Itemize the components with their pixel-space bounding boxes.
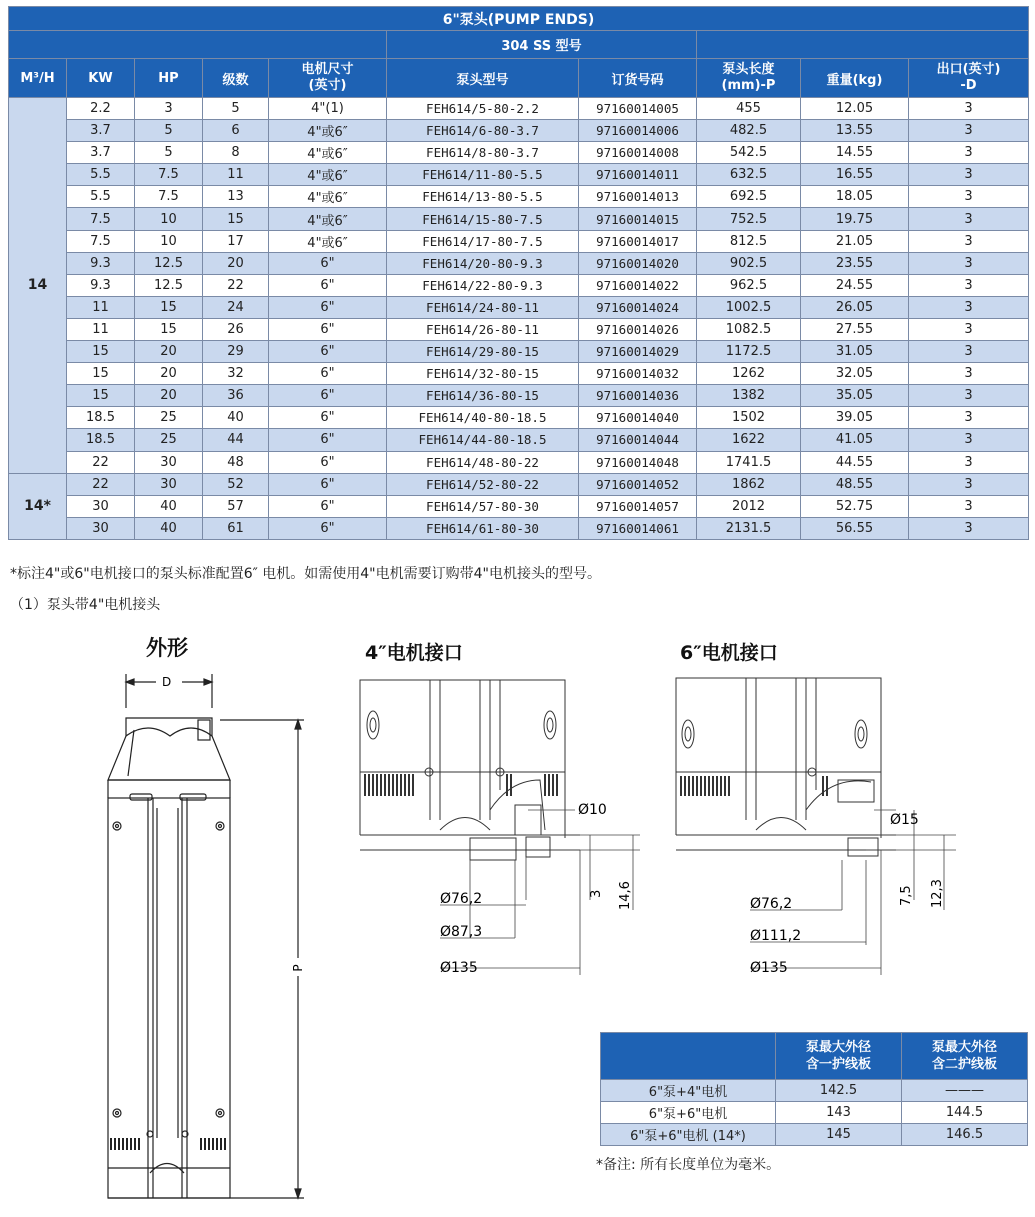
cell-kw: 22 bbox=[67, 473, 135, 495]
cell-motor-size: 4"(1) bbox=[269, 98, 387, 120]
cell-motor-size: 6" bbox=[269, 363, 387, 385]
table-body bbox=[9, 98, 1029, 540]
cell-kw: 9.3 bbox=[67, 252, 135, 274]
dia-table-row bbox=[601, 1102, 1028, 1124]
motor6-drawing bbox=[666, 670, 966, 990]
cell-hp: 15 bbox=[135, 296, 203, 318]
col-order: 订货号码 bbox=[579, 59, 697, 98]
motor4-h2: 14,6 bbox=[618, 881, 633, 910]
cell-order-number: 97160014048 bbox=[579, 451, 697, 473]
dim-d-label: D bbox=[162, 675, 172, 689]
motor6-hole: Ø15 bbox=[890, 812, 919, 828]
cell-outlet: 3 bbox=[909, 451, 1029, 473]
dia-config-cell: 6"泵+6"电机 (14*) bbox=[601, 1124, 776, 1146]
motor4-d1: Ø76,2 bbox=[440, 891, 483, 907]
col-length-l1: 泵头长度 bbox=[722, 62, 775, 77]
cell-weight: 24.55 bbox=[801, 274, 909, 296]
cell-kw: 18.5 bbox=[67, 407, 135, 429]
col-outlet-l1: 出口(英寸) bbox=[936, 62, 1001, 77]
col-length bbox=[697, 59, 801, 98]
cell-hp: 25 bbox=[135, 429, 203, 451]
cell-hp: 12.5 bbox=[135, 252, 203, 274]
cell-weight: 27.55 bbox=[801, 318, 909, 340]
cell-weight: 12.05 bbox=[801, 98, 909, 120]
dia-value-cell: 142.5 bbox=[776, 1080, 902, 1102]
dia-col-two-guards-l2: 含二护线板 bbox=[931, 1057, 997, 1072]
cell-kw: 7.5 bbox=[67, 208, 135, 230]
cell-order-number: 97160014015 bbox=[579, 208, 697, 230]
cell-model: FEH614/57-80-30 bbox=[387, 495, 579, 517]
cell-length: 632.5 bbox=[697, 164, 801, 186]
cell-length: 482.5 bbox=[697, 120, 801, 142]
dia-table-row bbox=[601, 1080, 1028, 1102]
note-motor-config: *标注4"或6"电机接口的泵头标准配置6″ 电机。如需使用4"电机需要订购带4"电机接头的型号。 bbox=[10, 566, 601, 582]
cell-order-number: 97160014013 bbox=[579, 186, 697, 208]
cell-motor-size: 6" bbox=[269, 429, 387, 451]
dia-value-cell: ——— bbox=[902, 1080, 1028, 1102]
cell-model: FEH614/44-80-18.5 bbox=[387, 429, 579, 451]
table-row bbox=[9, 164, 1029, 186]
cell-model: FEH614/13-80-5.5 bbox=[387, 186, 579, 208]
cell-stages: 15 bbox=[203, 208, 269, 230]
cell-model: FEH614/6-80-3.7 bbox=[387, 120, 579, 142]
cell-hp: 30 bbox=[135, 451, 203, 473]
cell-length: 1172.5 bbox=[697, 341, 801, 363]
table-row bbox=[9, 120, 1029, 142]
table-row bbox=[9, 318, 1029, 340]
cell-kw: 30 bbox=[67, 517, 135, 539]
cell-kw: 11 bbox=[67, 296, 135, 318]
table-row bbox=[9, 230, 1029, 252]
cell-outlet: 3 bbox=[909, 274, 1029, 296]
col-kw: KW bbox=[67, 59, 135, 98]
cell-model: FEH614/52-80-22 bbox=[387, 473, 579, 495]
table-row bbox=[9, 363, 1029, 385]
cell-model: FEH614/20-80-9.3 bbox=[387, 252, 579, 274]
cell-hp: 40 bbox=[135, 517, 203, 539]
cell-length: 692.5 bbox=[697, 186, 801, 208]
motor4-drawing bbox=[350, 670, 670, 990]
cell-motor-size: 6" bbox=[269, 385, 387, 407]
cell-outlet: 3 bbox=[909, 429, 1029, 451]
cell-order-number: 97160014032 bbox=[579, 363, 697, 385]
cell-order-number: 97160014006 bbox=[579, 120, 697, 142]
table-subtitle: 304 SS 型号 bbox=[387, 31, 697, 59]
cell-stages: 44 bbox=[203, 429, 269, 451]
cell-stages: 48 bbox=[203, 451, 269, 473]
dia-value-cell: 146.5 bbox=[902, 1124, 1028, 1146]
table-title: 6"泵头(PUMP ENDS) bbox=[9, 7, 1029, 31]
cell-motor-size: 6" bbox=[269, 451, 387, 473]
cell-outlet: 3 bbox=[909, 296, 1029, 318]
cell-motor-size: 4"或6″ bbox=[269, 230, 387, 252]
cell-outlet: 3 bbox=[909, 142, 1029, 164]
cell-length: 1082.5 bbox=[697, 318, 801, 340]
cell-length: 542.5 bbox=[697, 142, 801, 164]
cell-kw: 22 bbox=[67, 451, 135, 473]
cell-kw: 3.7 bbox=[67, 142, 135, 164]
cell-hp: 7.5 bbox=[135, 186, 203, 208]
table-row bbox=[9, 252, 1029, 274]
cell-hp: 25 bbox=[135, 407, 203, 429]
cell-order-number: 97160014040 bbox=[579, 407, 697, 429]
cell-weight: 39.05 bbox=[801, 407, 909, 429]
cell-hp: 12.5 bbox=[135, 274, 203, 296]
table-row bbox=[9, 296, 1029, 318]
cell-motor-size: 4"或6″ bbox=[269, 120, 387, 142]
cell-hp: 5 bbox=[135, 120, 203, 142]
motor6-d2: Ø111,2 bbox=[750, 928, 802, 944]
table-row bbox=[9, 98, 1029, 120]
cell-length: 455 bbox=[697, 98, 801, 120]
cell-outlet: 3 bbox=[909, 363, 1029, 385]
cell-length: 752.5 bbox=[697, 208, 801, 230]
cell-model: FEH614/26-80-11 bbox=[387, 318, 579, 340]
cell-length: 1382 bbox=[697, 385, 801, 407]
cell-motor-size: 6" bbox=[269, 274, 387, 296]
cell-length: 1262 bbox=[697, 363, 801, 385]
cell-outlet: 3 bbox=[909, 473, 1029, 495]
cell-model: FEH614/17-80-7.5 bbox=[387, 230, 579, 252]
outline-title: 外形 bbox=[146, 636, 188, 660]
table-row bbox=[9, 186, 1029, 208]
cell-order-number: 97160014026 bbox=[579, 318, 697, 340]
cell-weight: 19.75 bbox=[801, 208, 909, 230]
cell-order-number: 97160014061 bbox=[579, 517, 697, 539]
cell-weight: 18.05 bbox=[801, 186, 909, 208]
cell-hp: 7.5 bbox=[135, 164, 203, 186]
col-stages: 级数 bbox=[203, 59, 269, 98]
cell-model: FEH614/22-80-9.3 bbox=[387, 274, 579, 296]
cell-length: 1862 bbox=[697, 473, 801, 495]
cell-outlet: 3 bbox=[909, 341, 1029, 363]
col-motor-size-l1: 电机尺寸 bbox=[301, 62, 354, 77]
motor4-d3: Ø135 bbox=[440, 960, 478, 976]
cell-motor-size: 4"或6″ bbox=[269, 164, 387, 186]
col-outlet-l2: -D bbox=[960, 78, 977, 93]
cell-stages: 20 bbox=[203, 252, 269, 274]
cell-motor-size: 6" bbox=[269, 495, 387, 517]
cell-model: FEH614/24-80-11 bbox=[387, 296, 579, 318]
col-outlet bbox=[909, 59, 1029, 98]
cell-kw: 9.3 bbox=[67, 274, 135, 296]
cell-kw: 11 bbox=[67, 318, 135, 340]
col-weight: 重量(kg) bbox=[801, 59, 909, 98]
cell-length: 812.5 bbox=[697, 230, 801, 252]
cell-order-number: 97160014057 bbox=[579, 495, 697, 517]
outline-drawing bbox=[90, 668, 330, 1217]
dia-table-body bbox=[601, 1080, 1028, 1146]
cell-stages: 17 bbox=[203, 230, 269, 252]
cell-order-number: 97160014020 bbox=[579, 252, 697, 274]
cell-weight: 14.55 bbox=[801, 142, 909, 164]
cell-hp: 3 bbox=[135, 98, 203, 120]
cell-model: FEH614/15-80-7.5 bbox=[387, 208, 579, 230]
dia-config-cell: 6"泵+6"电机 bbox=[601, 1102, 776, 1124]
col-model: 泵头型号 bbox=[387, 59, 579, 98]
cell-weight: 13.55 bbox=[801, 120, 909, 142]
cell-weight: 41.05 bbox=[801, 429, 909, 451]
header-blank-right bbox=[697, 31, 1029, 59]
cell-outlet: 3 bbox=[909, 385, 1029, 407]
pump-ends-table bbox=[8, 6, 1029, 540]
cell-weight: 56.55 bbox=[801, 517, 909, 539]
cell-stages: 8 bbox=[203, 142, 269, 164]
table-row bbox=[9, 407, 1029, 429]
cell-length: 1741.5 bbox=[697, 451, 801, 473]
cell-weight: 32.05 bbox=[801, 363, 909, 385]
cell-kw: 7.5 bbox=[67, 230, 135, 252]
col-length-l2: (mm)-P bbox=[721, 78, 776, 93]
cell-model: FEH614/29-80-15 bbox=[387, 341, 579, 363]
cell-order-number: 97160014036 bbox=[579, 385, 697, 407]
cell-hp: 30 bbox=[135, 473, 203, 495]
cell-hp: 20 bbox=[135, 341, 203, 363]
col-hp: HP bbox=[135, 59, 203, 98]
cell-order-number: 97160014029 bbox=[579, 341, 697, 363]
cell-length: 2012 bbox=[697, 495, 801, 517]
cell-kw: 15 bbox=[67, 341, 135, 363]
table-row bbox=[9, 451, 1029, 473]
cell-hp: 5 bbox=[135, 142, 203, 164]
dia-col-one-guard bbox=[776, 1033, 902, 1080]
cell-kw: 5.5 bbox=[67, 186, 135, 208]
cell-order-number: 97160014044 bbox=[579, 429, 697, 451]
cell-stages: 61 bbox=[203, 517, 269, 539]
note-4in-connector: （1）泵头带4"电机接头 bbox=[10, 597, 161, 613]
cell-outlet: 3 bbox=[909, 318, 1029, 340]
motor6-h2: 12,3 bbox=[930, 879, 945, 908]
cell-kw: 5.5 bbox=[67, 164, 135, 186]
cell-kw: 18.5 bbox=[67, 429, 135, 451]
cell-stages: 13 bbox=[203, 186, 269, 208]
table-row bbox=[9, 429, 1029, 451]
cell-stages: 52 bbox=[203, 473, 269, 495]
cell-kw: 15 bbox=[67, 363, 135, 385]
cell-hp: 10 bbox=[135, 208, 203, 230]
cell-weight: 52.75 bbox=[801, 495, 909, 517]
table-row bbox=[9, 341, 1029, 363]
cell-stages: 5 bbox=[203, 98, 269, 120]
flow-group-cell: 14 bbox=[9, 98, 67, 474]
cell-hp: 40 bbox=[135, 495, 203, 517]
cell-order-number: 97160014011 bbox=[579, 164, 697, 186]
motor6-h1: 7,5 bbox=[899, 885, 914, 906]
cell-stages: 11 bbox=[203, 164, 269, 186]
cell-order-number: 97160014017 bbox=[579, 230, 697, 252]
cell-motor-size: 6" bbox=[269, 252, 387, 274]
units-remark: *备注: 所有长度单位为毫米。 bbox=[596, 1157, 781, 1173]
cell-model: FEH614/36-80-15 bbox=[387, 385, 579, 407]
cell-weight: 21.05 bbox=[801, 230, 909, 252]
cell-weight: 31.05 bbox=[801, 341, 909, 363]
cell-order-number: 97160014022 bbox=[579, 274, 697, 296]
cell-outlet: 3 bbox=[909, 230, 1029, 252]
dia-col-blank bbox=[601, 1033, 776, 1080]
cell-kw: 15 bbox=[67, 385, 135, 407]
cell-stages: 40 bbox=[203, 407, 269, 429]
cell-motor-size: 6" bbox=[269, 318, 387, 340]
dia-value-cell: 145 bbox=[776, 1124, 902, 1146]
table-row bbox=[9, 517, 1029, 539]
motor6-title: 6″电机接口 bbox=[680, 642, 778, 664]
cell-model: FEH614/8-80-3.7 bbox=[387, 142, 579, 164]
cell-weight: 35.05 bbox=[801, 385, 909, 407]
cell-outlet: 3 bbox=[909, 495, 1029, 517]
cell-hp: 20 bbox=[135, 385, 203, 407]
table-row bbox=[9, 495, 1029, 517]
cell-motor-size: 6" bbox=[269, 517, 387, 539]
cell-model: FEH614/48-80-22 bbox=[387, 451, 579, 473]
cell-motor-size: 6" bbox=[269, 407, 387, 429]
motor4-hole: Ø10 bbox=[578, 802, 607, 818]
cell-outlet: 3 bbox=[909, 186, 1029, 208]
dia-col-one-guard-l2: 含一护线板 bbox=[805, 1057, 871, 1072]
cell-stages: 24 bbox=[203, 296, 269, 318]
cell-length: 1622 bbox=[697, 429, 801, 451]
cell-model: FEH614/40-80-18.5 bbox=[387, 407, 579, 429]
table-row bbox=[9, 385, 1029, 407]
cell-stages: 6 bbox=[203, 120, 269, 142]
cell-model: FEH614/32-80-15 bbox=[387, 363, 579, 385]
motor4-h1: 3 bbox=[589, 889, 604, 898]
cell-motor-size: 6" bbox=[269, 341, 387, 363]
max-diameter-table bbox=[600, 1032, 1028, 1146]
motor6-d3: Ø135 bbox=[750, 960, 788, 976]
table-row bbox=[9, 208, 1029, 230]
cell-motor-size: 4"或6″ bbox=[269, 186, 387, 208]
cell-order-number: 97160014008 bbox=[579, 142, 697, 164]
table-row bbox=[9, 274, 1029, 296]
cell-length: 902.5 bbox=[697, 252, 801, 274]
dia-col-two-guards-l1: 泵最大外径 bbox=[931, 1040, 997, 1055]
cell-stages: 36 bbox=[203, 385, 269, 407]
dia-value-cell: 144.5 bbox=[902, 1102, 1028, 1124]
flow-group-cell: 14* bbox=[9, 473, 67, 539]
motor4-title: 4″电机接口 bbox=[365, 642, 463, 664]
table-row bbox=[9, 142, 1029, 164]
cell-weight: 23.55 bbox=[801, 252, 909, 274]
cell-stages: 57 bbox=[203, 495, 269, 517]
cell-weight: 48.55 bbox=[801, 473, 909, 495]
cell-length: 1502 bbox=[697, 407, 801, 429]
cell-order-number: 97160014024 bbox=[579, 296, 697, 318]
cell-outlet: 3 bbox=[909, 407, 1029, 429]
cell-outlet: 3 bbox=[909, 164, 1029, 186]
cell-stages: 29 bbox=[203, 341, 269, 363]
dim-p-label: P bbox=[291, 964, 305, 972]
dia-col-two-guards bbox=[902, 1033, 1028, 1080]
cell-weight: 44.55 bbox=[801, 451, 909, 473]
cell-motor-size: 4"或6″ bbox=[269, 208, 387, 230]
cell-hp: 15 bbox=[135, 318, 203, 340]
cell-kw: 30 bbox=[67, 495, 135, 517]
cell-motor-size: 6" bbox=[269, 296, 387, 318]
col-motor-size bbox=[269, 59, 387, 98]
cell-model: FEH614/61-80-30 bbox=[387, 517, 579, 539]
cell-outlet: 3 bbox=[909, 208, 1029, 230]
cell-hp: 10 bbox=[135, 230, 203, 252]
table-row bbox=[9, 473, 1029, 495]
dia-config-cell: 6"泵+4"电机 bbox=[601, 1080, 776, 1102]
cell-kw: 3.7 bbox=[67, 120, 135, 142]
cell-order-number: 97160014052 bbox=[579, 473, 697, 495]
cell-outlet: 3 bbox=[909, 120, 1029, 142]
cell-stages: 32 bbox=[203, 363, 269, 385]
motor6-d1: Ø76,2 bbox=[750, 896, 793, 912]
cell-length: 2131.5 bbox=[697, 517, 801, 539]
cell-outlet: 3 bbox=[909, 98, 1029, 120]
motor4-d2: Ø87,3 bbox=[440, 924, 483, 940]
cell-stages: 22 bbox=[203, 274, 269, 296]
cell-motor-size: 6" bbox=[269, 473, 387, 495]
cell-motor-size: 4"或6″ bbox=[269, 142, 387, 164]
dia-table-row bbox=[601, 1124, 1028, 1146]
cell-length: 1002.5 bbox=[697, 296, 801, 318]
cell-hp: 20 bbox=[135, 363, 203, 385]
cell-weight: 26.05 bbox=[801, 296, 909, 318]
cell-model: FEH614/5-80-2.2 bbox=[387, 98, 579, 120]
cell-stages: 26 bbox=[203, 318, 269, 340]
cell-length: 962.5 bbox=[697, 274, 801, 296]
header-blank-left bbox=[9, 31, 387, 59]
cell-model: FEH614/11-80-5.5 bbox=[387, 164, 579, 186]
dia-value-cell: 143 bbox=[776, 1102, 902, 1124]
cell-outlet: 3 bbox=[909, 252, 1029, 274]
cell-kw: 2.2 bbox=[67, 98, 135, 120]
cell-weight: 16.55 bbox=[801, 164, 909, 186]
col-motor-size-l2: (英寸) bbox=[308, 78, 347, 93]
cell-outlet: 3 bbox=[909, 517, 1029, 539]
col-flow: M³/H bbox=[9, 59, 67, 98]
dia-col-one-guard-l1: 泵最大外径 bbox=[805, 1040, 871, 1055]
cell-order-number: 97160014005 bbox=[579, 98, 697, 120]
